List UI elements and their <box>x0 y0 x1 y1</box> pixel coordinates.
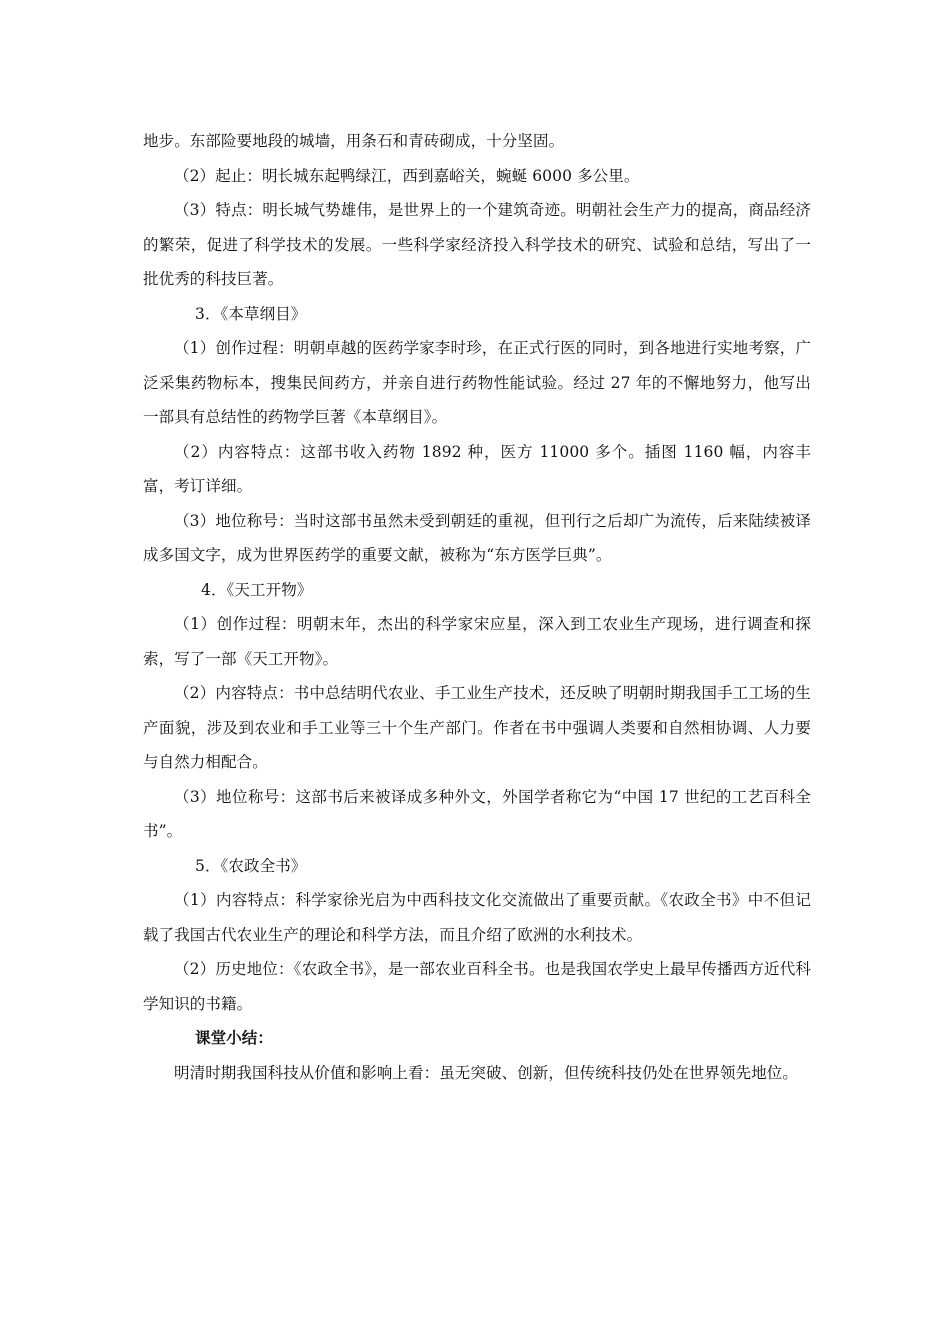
section-heading-class-summary: 课堂小结： <box>195 1029 274 1047</box>
paragraph-bencao-creation: （1）创作过程：明朝卓越的医药学家李时珍，在正式行医的同时，到各地进行实地考察，广泛采集药物标本，搜集民间药方，并亲自进行药物性能试验。经过 27 年的不懈地努力，他写出一部具有总结性的药物学巨著《本草纲目》。 <box>143 339 811 426</box>
paragraph-nongzheng-content: （1）内容特点：科学家徐光启为中西科技文化交流做出了重要贡献。《农政全书》中不但记载了我国古代农业生产的理论和科学方法，而且介绍了欧洲的水利技术。 <box>143 891 811 944</box>
paragraph-tiangong-content: （2）内容特点：书中总结明代农业、手工业生产技术，还反映了明朝时期我国手工工场的生产面貌，涉及到农业和手工业等三十个生产部门。作者在书中强调人类要和自然相协调、人力要与自然力相配合。 <box>143 684 811 771</box>
paragraph-tiangong-creation: （1）创作过程：明朝末年，杰出的科学家宋应星，深入到工农业生产现场，进行调查和探索，写了一部《天工开物》。 <box>143 615 811 668</box>
document-body <box>143 124 811 1090</box>
paragraph-bencao-content: （2）内容特点：这部书收入药物 1892 种，医方 11000 多个。插图 1160 幅，内容丰富，考订详细。 <box>143 442 811 495</box>
section-heading-bencao-gangmu: 3．《本草纲目》 <box>195 304 307 323</box>
paragraph-bencao-status: （3）地位称号：当时这部书虽然未受到朝廷的重视，但刊行之后却广为流传，后来陆续被译成多国文字，成为世界医药学的重要文献，被称为“东方医学巨典”。 <box>143 511 811 564</box>
paragraph-tiangong-status: （3）地位称号：这部书后来被译成多种外文，外国学者称它为“中国 17 世纪的工艺百科全书”。 <box>143 787 811 840</box>
section-heading-tiangong-kaiwu: 4．《天工开物》 <box>201 580 313 599</box>
paragraph-class-summary: 明清时期我国科技从价值和影响上看：虽无突破、创新，但传统科技仍处在世界领先地位。 <box>174 1063 799 1082</box>
paragraph-great-wall-feature: （3）特点：明长城气势雄伟，是世界上的一个建筑奇迹。明朝社会生产力的提高，商品经济的繁荣，促进了科学技术的发展。一些科学家经济投入科学技术的研究、试验和总结，写出了一批优秀的科技巨著。 <box>143 201 811 288</box>
section-heading-nongzheng-quanshu: 5．《农政全书》 <box>195 856 307 875</box>
paragraph-great-wall-continued: 地步。东部险要地段的城墙，用条石和青砖砌成，十分坚固。 <box>143 132 565 150</box>
paragraph-great-wall-range: （2）起止：明长城东起鸭绿江，西到嘉峪关，蜿蜒 6000 多公里。 <box>174 166 640 185</box>
paragraph-nongzheng-status: （2）历史地位：《农政全书》，是一部农业百科全书。也是我国农学史上最早传播西方近代科学知识的书籍。 <box>143 960 811 1013</box>
